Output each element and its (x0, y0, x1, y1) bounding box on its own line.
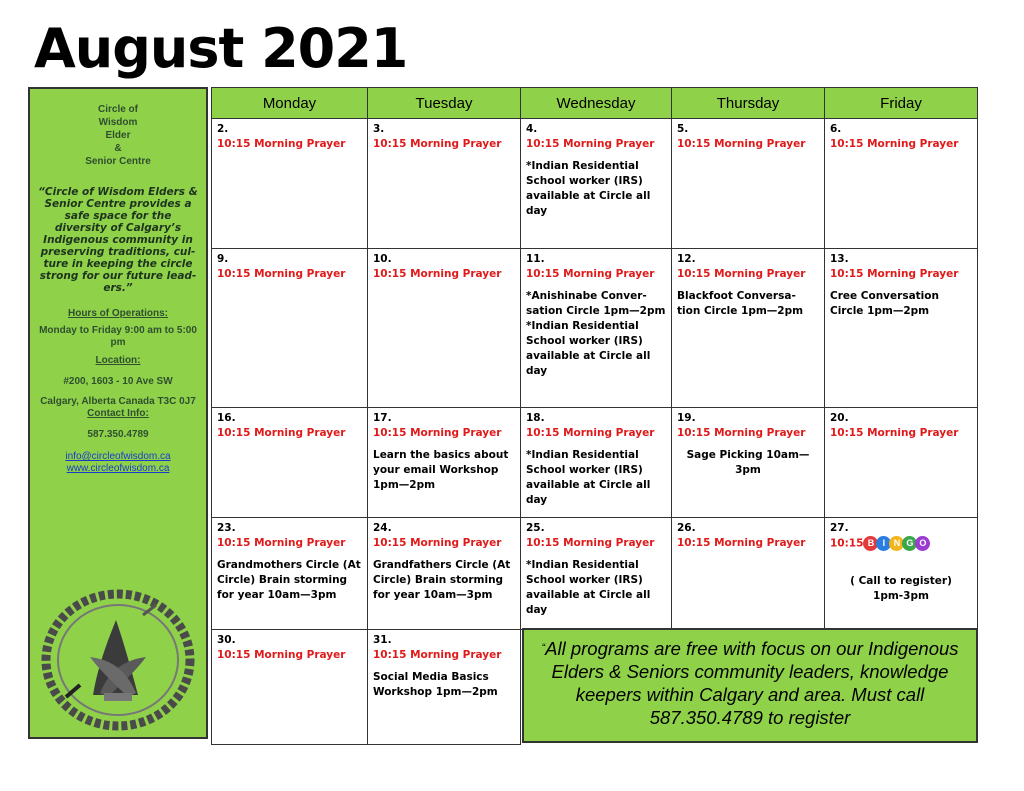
day-cell: 16. 10:15 Morning Prayer (212, 408, 368, 518)
address-line-1: #200, 1603 - 10 Ave SW (63, 376, 173, 387)
day-cell: 26. 10:15 Morning Prayer (672, 518, 825, 630)
day-cell: 31. 10:15 Morning Prayer Social Media Basics Workshop 1pm—2pm (368, 630, 521, 745)
event-text: *Indian Residential School worker (IRS) available at Circle all day (526, 559, 651, 616)
website-link[interactable]: www.circleofwisdom.ca (66, 463, 170, 474)
bingo-ball: B (863, 536, 878, 551)
org-name: Circle of Wisdom Elder & Senior Centre (85, 104, 151, 167)
free-programs-notice: “All programs are free with focus on our Indigenous Elders & Seniors community leaders, knowledge keepers within Calgary and area. Must call 587.350.4789 to register (522, 628, 978, 743)
day-cell: 5. 10:15 Morning Prayer (672, 119, 825, 249)
header-monday: Monday (212, 88, 368, 119)
hours-text: Monday to Friday 9:00 am to 5:00 pm (39, 325, 197, 348)
address-line-2: Calgary, Alberta Canada T3C 0J7 (40, 396, 196, 407)
event-text: *Indian Residential School worker (IRS) available at Circle all day (526, 320, 651, 377)
phone-number: 587.350.4789 (87, 429, 149, 440)
day-cell: 4. 10:15 Morning Prayer *Indian Residential School worker (IRS) available at Circle all day (521, 119, 672, 249)
event-text: Blackfoot Conversa-tion Circle 1pm—2pm (677, 290, 804, 317)
notice-text: All programs are free with focus on our Indigenous Elders & Seniors community leaders, knowledge keepers within Calgary and area. Must call 587.350.4789 to register (545, 638, 959, 728)
day-cell: 13. 10:15 Morning Prayer Cree Conversation Circle 1pm—2pm (825, 249, 978, 408)
bingo-icon (865, 536, 930, 551)
location-heading: Location: (95, 355, 141, 366)
day-cell: 23. 10:15 Morning Prayer Grandmothers Circle (At Circle) Brain storming for year 10am—3pm (212, 518, 368, 630)
day-cell: 12. 10:15 Morning Prayer Blackfoot Conversa-tion Circle 1pm—2pm (672, 249, 825, 408)
event-text: ( Call to register) (850, 574, 952, 587)
page-title: August 2021 (34, 17, 408, 80)
day-cell: 19. 10:15 Morning Prayer Sage Picking 10am—3pm (672, 408, 825, 518)
day-cell: 17. 10:15 Morning Prayer Learn the basics about your email Workshop 1pm—2pm (368, 408, 521, 518)
day-cell: 11. 10:15 Morning Prayer *Anishinabe Conver-sation Circle 1pm—2pm *Indian Residential School worker (IRS) available at Circle all day (521, 249, 672, 408)
header-thursday: Thursday (672, 88, 825, 119)
event-text: Social Media Basics Workshop 1pm—2pm (373, 671, 498, 698)
day-cell: 30. 10:15 Morning Prayer (212, 630, 368, 745)
event-text: Grandmothers Circle (At Circle) Brain storming for year 10am—3pm (217, 559, 361, 601)
event-text: *Indian Residential School worker (IRS) available at Circle all day (526, 160, 651, 217)
day-cell: 3. 10:15 Morning Prayer (368, 119, 521, 249)
day-cell: 25. 10:15 Morning Prayer *Indian Residential School worker (IRS) available at Circle all day (521, 518, 672, 630)
day-cell: 18. 10:15 Morning Prayer *Indian Residential School worker (IRS) available at Circle all day (521, 408, 672, 518)
bingo-ball: G (902, 536, 917, 551)
bingo-ball: N (889, 536, 904, 551)
circle-of-wisdom-logo (38, 585, 198, 735)
event-text: *Indian Residential School worker (IRS) available at Circle all day (526, 449, 651, 506)
mission-quote: “Circle of Wisdom Elders & Senior Centre provides a safe space for the diversity of Calgary’s Indigenous community in preserving traditions, cul-ture in keeping the circle strong for our future lead-ers.” (38, 186, 198, 294)
contact-heading: Contact Info: (87, 408, 149, 419)
sidebar-info-panel (28, 87, 208, 739)
day-cell: 9. 10:15 Morning Prayer (212, 249, 368, 408)
day-cell: 2. 10:15 Morning Prayer (212, 119, 368, 249)
day-cell: 24. 10:15 Morning Prayer Grandfathers Circle (At Circle) Brain storming for year 10am—3pm (368, 518, 521, 630)
event-text: Learn the basics about your email Workshop 1pm—2pm (373, 449, 509, 491)
event-text: *Anishinabe Conver-sation Circle 1pm—2pm (526, 290, 666, 317)
event-text: 1pm-3pm (873, 589, 929, 602)
bingo-ball: I (876, 536, 891, 551)
day-cell: 10. 10:15 Morning Prayer (368, 249, 521, 408)
day-cell: 20. 10:15 Morning Prayer (825, 408, 978, 518)
day-cell: 27. 10:15 B I N G O ( Call to register) 1pm-3pm (825, 518, 978, 630)
day-cell: 6. 10:15 Morning Prayer (825, 119, 978, 249)
header-wednesday: Wednesday (521, 88, 672, 119)
bingo-ball: O (915, 536, 930, 551)
hours-heading: Hours of Operations: (67, 308, 168, 319)
email-link[interactable]: info@circleofwisdom.ca (65, 451, 171, 462)
event-text: Grandfathers Circle (At Circle) Brain storming for year 10am—3pm (373, 559, 511, 601)
event-text: Sage Picking 10am—3pm (686, 449, 810, 476)
header-tuesday: Tuesday (368, 88, 521, 119)
event-text: Cree Conversation Circle 1pm—2pm (830, 290, 939, 317)
header-friday: Friday (825, 88, 978, 119)
